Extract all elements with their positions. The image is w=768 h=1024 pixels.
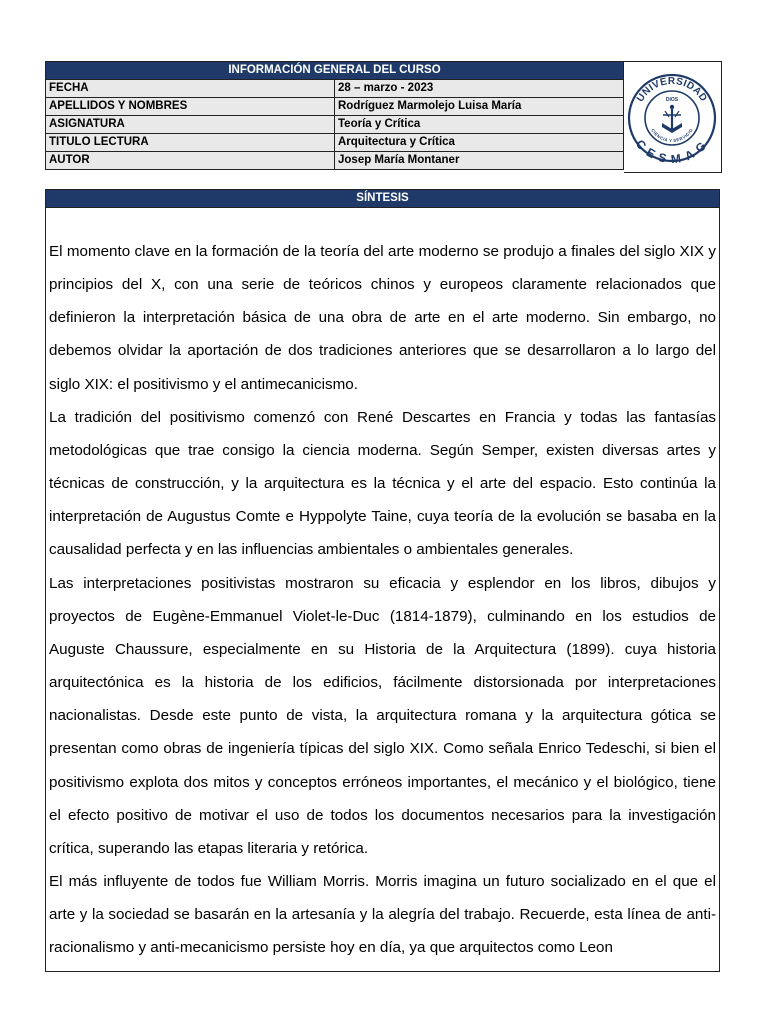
info-row: [46, 80, 624, 98]
info-value-name: Rodríguez Marmolejo Luisa María: [335, 98, 624, 116]
info-value-subject: Teoría y Crítica: [335, 116, 624, 134]
logo-inner-bottom-text: CIENCIA Y SERVICIO: [650, 127, 694, 144]
logo-top-text: UNIVERSIDAD: [634, 75, 710, 105]
course-info-title: INFORMACIÓN GENERAL DEL CURSO: [46, 62, 624, 80]
logo-emblem-icon: [662, 105, 682, 133]
synthesis-section: [45, 189, 720, 972]
info-label-reading-title: TITULO LECTURA: [46, 134, 335, 152]
info-row: [46, 152, 624, 170]
synthesis-header: SÍNTESIS: [46, 190, 719, 208]
synthesis-paragraph: El más influyente de todos fue William Morris. Morris imagina un futuro socializado en el que el arte y la sociedad se basarán en la artesanía y la alegría del trabajo. Recuerde, esta línea de anti-racionalismo y anti-mecanicismo persiste hoy en día, ya que arquitectos como Leon: [49, 872, 716, 957]
logo-cell: [624, 61, 722, 173]
synthesis-body: [46, 208, 719, 964]
logo-inner-top-text: DIOS: [665, 97, 679, 103]
synthesis-paragraph: Las interpretaciones positivistas mostraron su eficacia y esplendor en los libros, dibujos y proyectos de Eugène-Emmanuel Violet-le-Duc (1814-1879), culminando en los estudios de Auguste Chaussure, especialmente en su Historia de la Arquitectura (1899). cuya historia arquitectónica es la historia de los edificios, fácilmente distorsionada por interpretaciones nacionalistas. Desde este punto de vista, la arquitectura romana y la arquitectura gótica se presentan como obras de ingeniería típicas del siglo XIX. Como señala Enrico Tedeschi, si bien el positivismo explota dos mitos y conceptos erróneos importantes, el mecánico y el biológico, tiene el efecto positivo de motivar el uso de todos los documentos necesarios para la investigación crítica, superando las etapas literaria y retórica.: [49, 574, 716, 857]
logo-bottom-text: CESMAG: [632, 136, 712, 163]
info-label-author: AUTOR: [46, 152, 335, 170]
info-row: [46, 134, 624, 152]
synthesis-paragraph: La tradición del positivismo comenzó con René Descartes en Francia y todas las fantasías metodológicas que trae consigo la ciencia moderna. Según Semper, existen diversas artes y técnicas de construcción, y la arquitectura es la técnica y el arte del espacio. Esto continúa la interpretación de Augustus Comte e Hyppolyte Taine, cuya teoría de la evolución se basaba en la causalidad perfecta y en las influencias ambientales o ambientales generales.: [49, 408, 716, 559]
info-row: [46, 98, 624, 116]
course-info-table: [45, 61, 624, 170]
info-label-subject: ASIGNATURA: [46, 116, 335, 134]
info-label-name: APELLIDOS Y NOMBRES: [46, 98, 335, 116]
synthesis-paragraph: El momento clave en la formación de la teoría del arte moderno se produjo a finales del siglo XIX y principios del X, con una serie de teóricos chinos y europeos claramente relacionados que definieron la interpretación básica de una obra de arte en el arte moderno. Sin embargo, no debemos olvidar la aportación de dos tradiciones anteriores que se desarrollaron a lo largo del siglo XIX: el positivismo y el antimecanicismo.: [49, 243, 716, 393]
info-value-author: Josep María Montaner: [335, 152, 624, 170]
university-logo: [625, 73, 719, 163]
info-row: [46, 116, 624, 134]
info-value-date: 28 – marzo - 2023: [335, 80, 624, 98]
info-value-reading-title: Arquitectura y Crítica: [335, 134, 624, 152]
info-label-date: FECHA: [46, 80, 335, 98]
